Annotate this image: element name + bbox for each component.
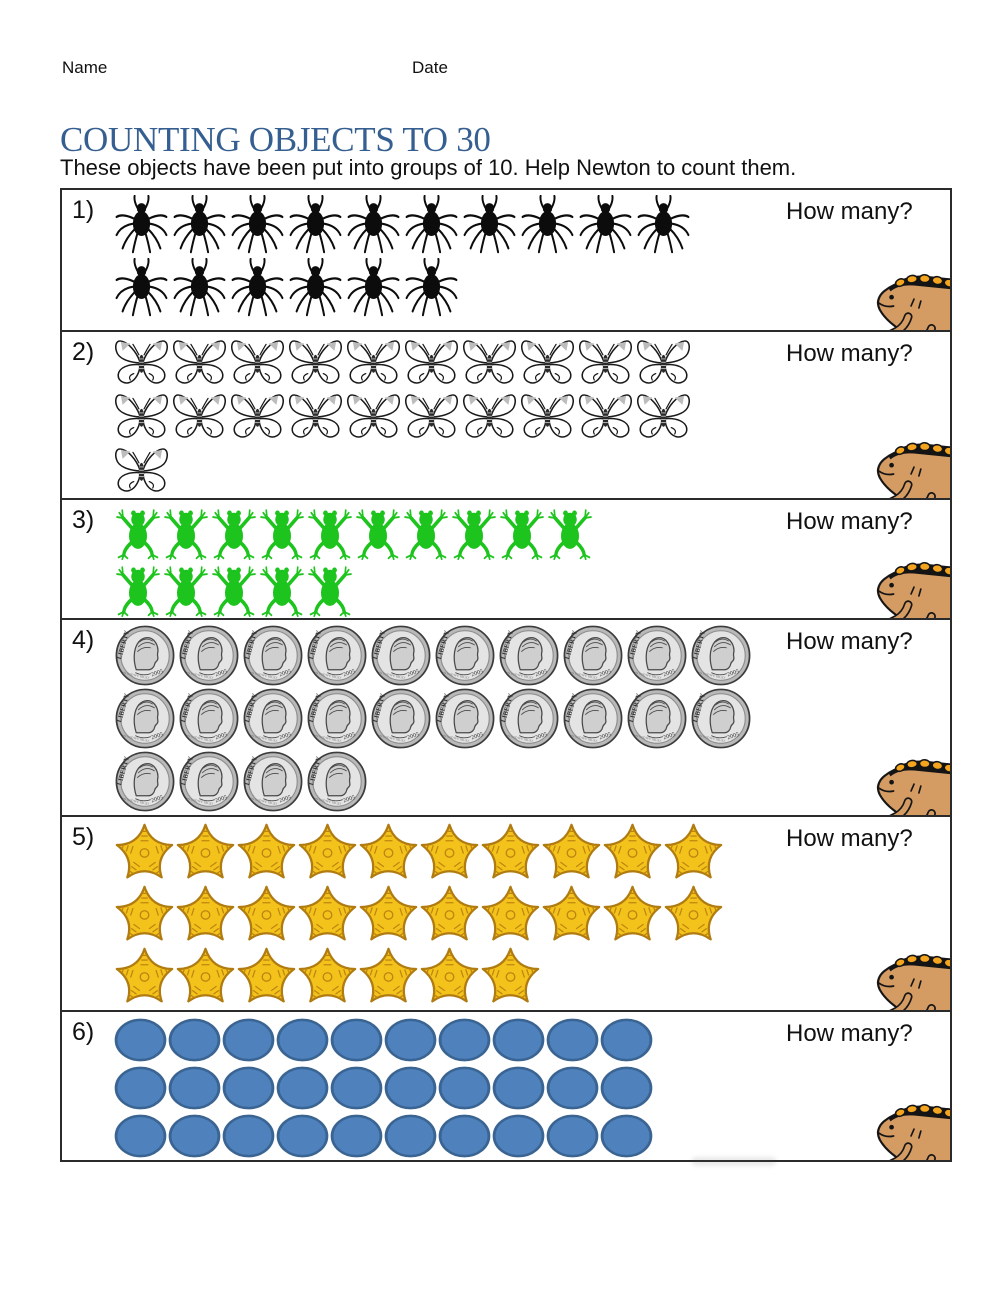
- newt-mascot-icon: [875, 754, 950, 817]
- circle-icon: [384, 1017, 437, 1063]
- butterfly-icon: [288, 337, 343, 389]
- circle-icon: [276, 1065, 329, 1111]
- circle-icon: [168, 1065, 221, 1111]
- object-lines: [114, 817, 724, 1010]
- starfish-icon: [175, 822, 236, 882]
- dime-icon: [306, 688, 368, 749]
- butterfly-icon: [230, 391, 285, 443]
- faint-watermark: [692, 1157, 776, 1166]
- spider-icon: [172, 258, 227, 319]
- starfish-icon: [480, 946, 541, 1006]
- starfish-icon: [114, 822, 175, 882]
- circle-icon: [384, 1113, 437, 1159]
- dime-line: [114, 625, 752, 686]
- dime-icon: [242, 688, 304, 749]
- frog-icon: [402, 505, 450, 560]
- frog-icon: [498, 505, 546, 560]
- how-many-label: How many?: [786, 198, 913, 225]
- how-many-label: How many?: [786, 508, 913, 535]
- row-number-label: 1): [72, 196, 95, 224]
- dime-icon: [306, 625, 368, 686]
- circle-line: [114, 1017, 653, 1063]
- circle-icon: [438, 1017, 491, 1063]
- starfish-icon: [358, 946, 419, 1006]
- butterfly-line: [114, 445, 691, 497]
- starfish-icon: [358, 822, 419, 882]
- circle-icon: [276, 1017, 329, 1063]
- butterfly-icon: [578, 391, 633, 443]
- date-field-label: Date: [412, 58, 448, 77]
- butterfly-icon: [520, 337, 575, 389]
- butterfly-icon: [346, 337, 401, 389]
- circle-icon: [546, 1017, 599, 1063]
- spider-line: [114, 258, 691, 319]
- butterfly-line: [114, 337, 691, 389]
- dime-icon: [114, 751, 176, 812]
- how-many-label: How many?: [786, 340, 913, 367]
- dime-line: [114, 751, 752, 812]
- circle-icon: [546, 1113, 599, 1159]
- butterfly-icon: [172, 391, 227, 443]
- frog-icon: [114, 505, 162, 560]
- butterfly-icon: [578, 337, 633, 389]
- circle-icon: [438, 1113, 491, 1159]
- starfish-icon: [419, 946, 480, 1006]
- circle-icon: [222, 1065, 275, 1111]
- circle-icon: [114, 1113, 167, 1159]
- butterfly-icon: [114, 337, 169, 389]
- frog-icon: [258, 505, 306, 560]
- starfish-icon: [358, 884, 419, 944]
- butterfly-icon: [114, 391, 169, 443]
- circle-icon: [168, 1017, 221, 1063]
- dime-icon: [626, 688, 688, 749]
- dime-icon: [562, 688, 624, 749]
- starfish-icon: [541, 884, 602, 944]
- row-number-label: 6): [72, 1018, 95, 1046]
- starfish-icon: [297, 946, 358, 1006]
- frog-line: [114, 505, 594, 560]
- butterfly-icon: [462, 337, 517, 389]
- starfish-icon: [541, 822, 602, 882]
- starfish-icon: [236, 946, 297, 1006]
- row-number-label: 4): [72, 626, 95, 654]
- object-lines: [114, 500, 594, 618]
- circle-icon: [492, 1113, 545, 1159]
- frog-icon: [450, 505, 498, 560]
- butterfly-icon: [404, 337, 459, 389]
- starfish-line: [114, 946, 724, 1006]
- row-number-label: 5): [72, 823, 95, 851]
- starfish-icon: [663, 822, 724, 882]
- circle-icon: [222, 1113, 275, 1159]
- dime-icon: [498, 688, 560, 749]
- butterfly-icon: [636, 337, 691, 389]
- dime-icon: [242, 625, 304, 686]
- starfish-icon: [236, 884, 297, 944]
- frog-icon: [354, 505, 402, 560]
- circle-icon: [168, 1113, 221, 1159]
- starfish-icon: [297, 884, 358, 944]
- worksheet-row-spider: [62, 190, 950, 332]
- how-many-label: How many?: [786, 628, 913, 655]
- starfish-icon: [480, 884, 541, 944]
- frog-line: [114, 562, 594, 617]
- dime-line: [114, 688, 752, 749]
- frog-icon: [114, 562, 162, 617]
- circle-icon: [276, 1113, 329, 1159]
- starfish-icon: [175, 884, 236, 944]
- starfish-icon: [175, 946, 236, 1006]
- dime-icon: [434, 688, 496, 749]
- dime-icon: [562, 625, 624, 686]
- butterfly-icon: [288, 391, 343, 443]
- dime-icon: [242, 751, 304, 812]
- frog-icon: [210, 562, 258, 617]
- spider-icon: [462, 195, 517, 256]
- starfish-icon: [236, 822, 297, 882]
- newt-mascot-icon: [875, 269, 950, 332]
- dime-icon: [434, 625, 496, 686]
- worksheet-row-starfish: [62, 817, 950, 1012]
- starfish-icon: [297, 822, 358, 882]
- object-lines: [114, 332, 691, 498]
- worksheet-row-frog: [62, 500, 950, 620]
- circle-icon: [600, 1017, 653, 1063]
- newt-mascot-icon: [875, 557, 950, 620]
- circle-icon: [492, 1065, 545, 1111]
- butterfly-line: [114, 391, 691, 443]
- butterfly-icon: [404, 391, 459, 443]
- frog-icon: [258, 562, 306, 617]
- circle-icon: [114, 1017, 167, 1063]
- circle-icon: [546, 1065, 599, 1111]
- spider-icon: [636, 195, 691, 256]
- spider-line: [114, 195, 691, 256]
- frog-icon: [162, 562, 210, 617]
- butterfly-icon: [114, 445, 169, 497]
- dime-icon: [370, 688, 432, 749]
- dime-icon: [178, 751, 240, 812]
- object-lines: [114, 1012, 653, 1160]
- spider-icon: [578, 195, 633, 256]
- circle-icon: [600, 1065, 653, 1111]
- spider-icon: [114, 195, 169, 256]
- circle-icon: [330, 1017, 383, 1063]
- worksheet-row-circle: [62, 1012, 950, 1160]
- starfish-icon: [114, 946, 175, 1006]
- object-lines: [114, 620, 752, 815]
- dime-icon: [370, 625, 432, 686]
- butterfly-icon: [462, 391, 517, 443]
- starfish-line: [114, 884, 724, 944]
- butterfly-icon: [346, 391, 401, 443]
- newt-mascot-icon: [875, 949, 950, 1012]
- circle-icon: [384, 1065, 437, 1111]
- frog-icon: [162, 505, 210, 560]
- frog-icon: [546, 505, 594, 560]
- starfish-icon: [114, 884, 175, 944]
- dime-icon: [114, 625, 176, 686]
- circle-line: [114, 1065, 653, 1111]
- circle-icon: [330, 1113, 383, 1159]
- spider-icon: [114, 258, 169, 319]
- worksheet-table: [60, 188, 952, 1162]
- butterfly-icon: [520, 391, 575, 443]
- row-number-label: 3): [72, 506, 95, 534]
- starfish-icon: [602, 822, 663, 882]
- spider-icon: [346, 258, 401, 319]
- dime-icon: [690, 688, 752, 749]
- spider-icon: [230, 195, 285, 256]
- spider-icon: [288, 258, 343, 319]
- instructions-text: These objects have been put into groups of 10. Help Newton to count them.: [60, 155, 797, 180]
- circle-icon: [330, 1065, 383, 1111]
- dime-icon: [626, 625, 688, 686]
- butterfly-icon: [172, 337, 227, 389]
- circle-line: [114, 1113, 653, 1159]
- spider-icon: [404, 195, 459, 256]
- spider-icon: [520, 195, 575, 256]
- starfish-icon: [663, 884, 724, 944]
- spider-icon: [404, 258, 459, 319]
- frog-icon: [306, 562, 354, 617]
- spider-icon: [172, 195, 227, 256]
- name-field-label: Name: [62, 58, 108, 77]
- dime-icon: [114, 688, 176, 749]
- circle-icon: [222, 1017, 275, 1063]
- frog-icon: [306, 505, 354, 560]
- frog-icon: [210, 505, 258, 560]
- butterfly-icon: [230, 337, 285, 389]
- newt-mascot-icon: [875, 1099, 950, 1160]
- dime-icon: [690, 625, 752, 686]
- worksheet-row-dime: [62, 620, 950, 817]
- dime-icon: [178, 625, 240, 686]
- circle-icon: [438, 1065, 491, 1111]
- circle-icon: [114, 1065, 167, 1111]
- starfish-icon: [419, 884, 480, 944]
- starfish-icon: [419, 822, 480, 882]
- page-title: COUNTING OBJECTS TO 30: [60, 120, 491, 160]
- worksheet-row-butterfly: [62, 332, 950, 500]
- spider-icon: [288, 195, 343, 256]
- spider-icon: [230, 258, 285, 319]
- newt-mascot-icon: [875, 437, 950, 500]
- object-lines: [114, 190, 691, 330]
- dime-icon: [178, 688, 240, 749]
- circle-icon: [600, 1113, 653, 1159]
- spider-icon: [346, 195, 401, 256]
- how-many-label: How many?: [786, 1020, 913, 1047]
- dime-icon: [306, 751, 368, 812]
- how-many-label: How many?: [786, 825, 913, 852]
- starfish-icon: [480, 822, 541, 882]
- starfish-icon: [602, 884, 663, 944]
- starfish-line: [114, 822, 724, 882]
- row-number-label: 2): [72, 338, 95, 366]
- butterfly-icon: [636, 391, 691, 443]
- dime-icon: [498, 625, 560, 686]
- circle-icon: [492, 1017, 545, 1063]
